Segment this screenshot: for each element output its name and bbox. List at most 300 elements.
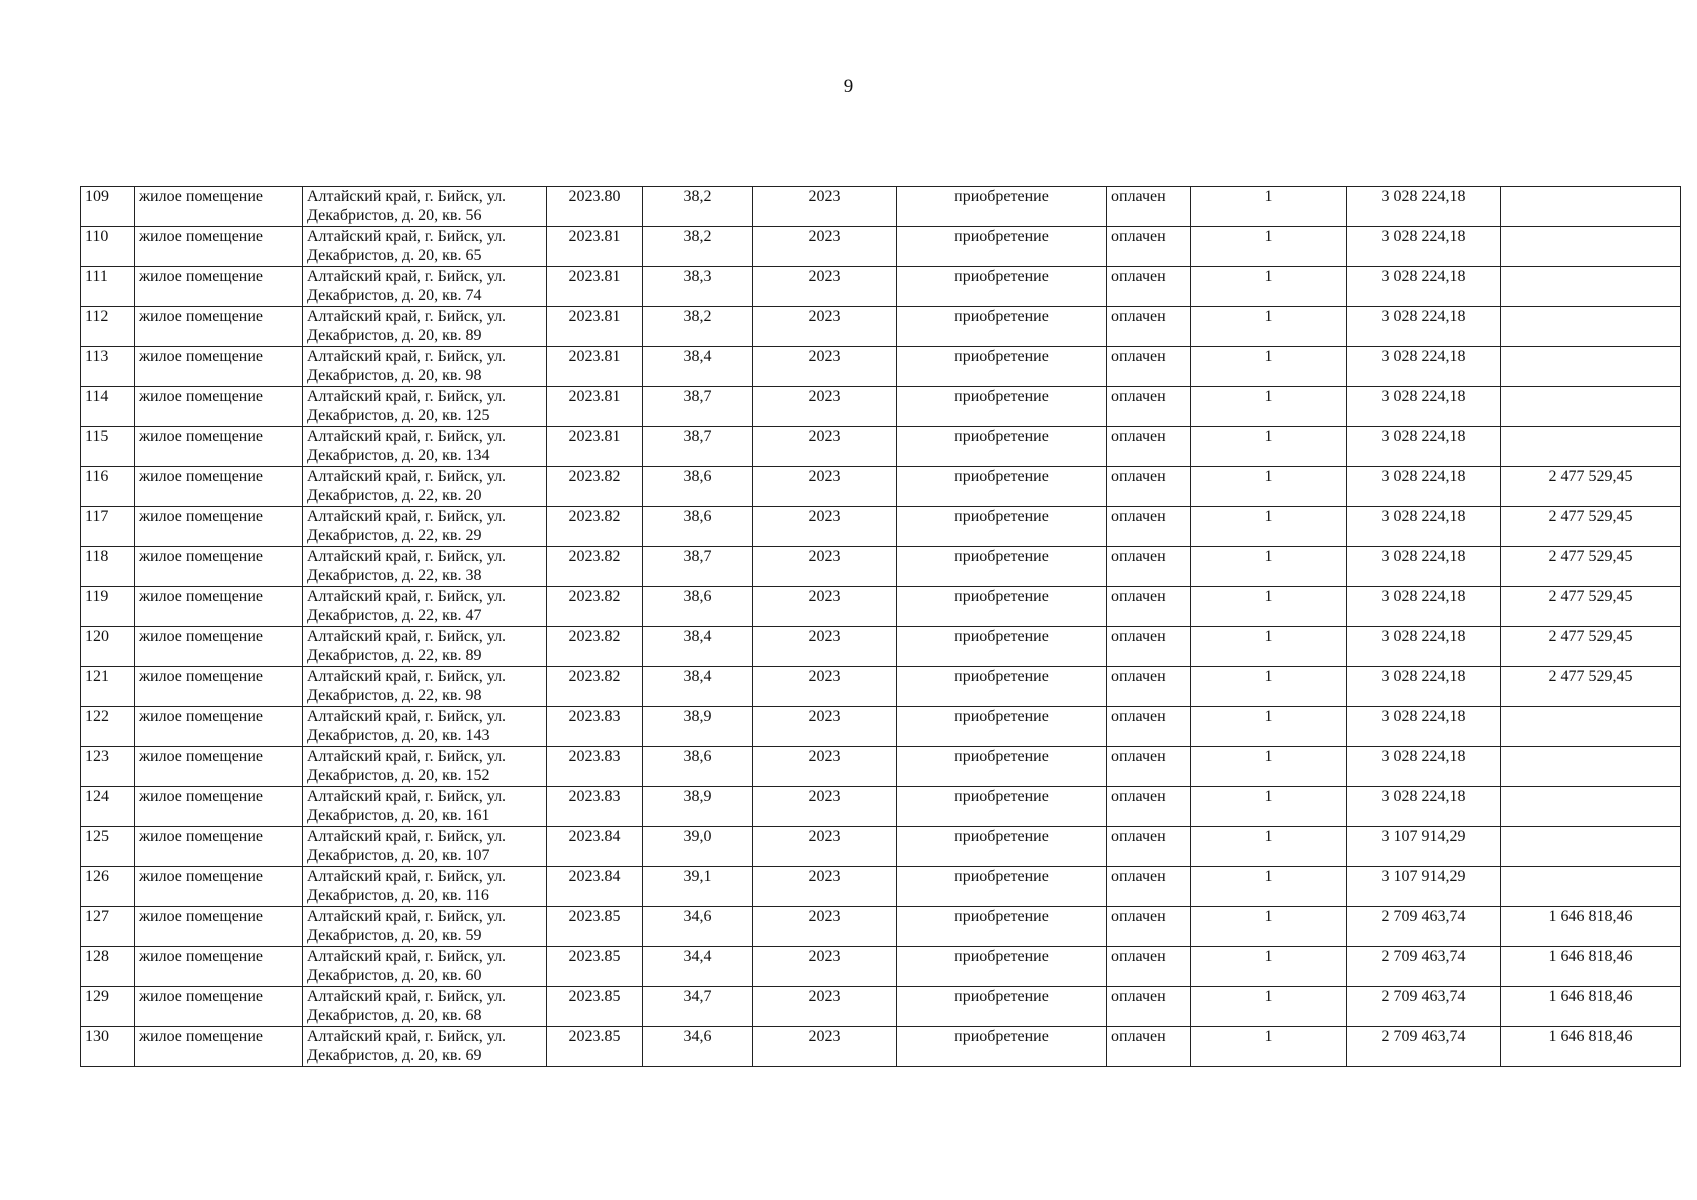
code-cell: 2023.82 <box>547 587 643 627</box>
address-line-2: Декабристов, д. 20, кв. 69 <box>307 1047 482 1064</box>
quantity-cell: 1 <box>1191 467 1347 507</box>
extra-amount-cell <box>1501 787 1681 827</box>
address-line-1: Алтайский край, г. Бийск, ул. <box>307 428 507 445</box>
quantity-cell: 1 <box>1191 187 1347 227</box>
table-row <box>81 667 1681 707</box>
premises-type-cell: жилое помещение <box>135 307 303 347</box>
status-cell: оплачен <box>1107 387 1191 427</box>
property-registry-table <box>80 186 1681 1067</box>
quantity-cell: 1 <box>1191 347 1347 387</box>
code-cell: 2023.82 <box>547 627 643 667</box>
address-line-1: Алтайский край, г. Бийск, ул. <box>307 628 507 645</box>
quantity-cell: 1 <box>1191 627 1347 667</box>
address-cell <box>303 667 547 707</box>
code-cell: 2023.83 <box>547 707 643 747</box>
extra-amount-cell <box>1501 827 1681 867</box>
premises-type-cell: жилое помещение <box>135 827 303 867</box>
operation-cell: приобретение <box>897 867 1107 907</box>
row-number-cell: 115 <box>81 427 135 467</box>
price-cell: 3 028 224,18 <box>1347 627 1501 667</box>
code-cell: 2023.81 <box>547 347 643 387</box>
area-cell: 38,2 <box>643 307 753 347</box>
row-number-cell: 111 <box>81 267 135 307</box>
address-line-1: Алтайский край, г. Бийск, ул. <box>307 348 507 365</box>
table-row <box>81 387 1681 427</box>
address-line-1: Алтайский край, г. Бийск, ул. <box>307 468 507 485</box>
operation-cell: приобретение <box>897 947 1107 987</box>
address-cell <box>303 307 547 347</box>
area-cell: 38,2 <box>643 187 753 227</box>
address-line-2: Декабристов, д. 20, кв. 60 <box>307 967 482 984</box>
status-cell: оплачен <box>1107 307 1191 347</box>
address-cell <box>303 787 547 827</box>
address-line-2: Декабристов, д. 20, кв. 152 <box>307 767 490 784</box>
area-cell: 38,6 <box>643 587 753 627</box>
code-cell: 2023.83 <box>547 747 643 787</box>
operation-cell: приобретение <box>897 827 1107 867</box>
status-cell: оплачен <box>1107 347 1191 387</box>
address-cell <box>303 427 547 467</box>
code-cell: 2023.85 <box>547 987 643 1027</box>
table-row <box>81 947 1681 987</box>
table-row <box>81 627 1681 667</box>
code-cell: 2023.82 <box>547 667 643 707</box>
area-cell: 39,0 <box>643 827 753 867</box>
year-cell: 2023 <box>753 267 897 307</box>
row-number-cell: 113 <box>81 347 135 387</box>
quantity-cell: 1 <box>1191 867 1347 907</box>
row-number-cell: 117 <box>81 507 135 547</box>
table-row <box>81 1027 1681 1067</box>
operation-cell: приобретение <box>897 1027 1107 1067</box>
premises-type-cell: жилое помещение <box>135 667 303 707</box>
premises-type-cell: жилое помещение <box>135 427 303 467</box>
address-line-2: Декабристов, д. 20, кв. 134 <box>307 447 490 464</box>
area-cell: 38,2 <box>643 227 753 267</box>
premises-type-cell: жилое помещение <box>135 907 303 947</box>
address-cell <box>303 267 547 307</box>
row-number-cell: 109 <box>81 187 135 227</box>
code-cell: 2023.81 <box>547 427 643 467</box>
address-cell <box>303 827 547 867</box>
page-number: 9 <box>843 76 854 97</box>
status-cell: оплачен <box>1107 1027 1191 1067</box>
address-line-2: Декабристов, д. 22, кв. 98 <box>307 687 482 704</box>
address-line-2: Декабристов, д. 20, кв. 65 <box>307 247 482 264</box>
price-cell: 2 709 463,74 <box>1347 1027 1501 1067</box>
address-line-1: Алтайский край, г. Бийск, ул. <box>307 988 507 1005</box>
row-number-cell: 110 <box>81 227 135 267</box>
status-cell: оплачен <box>1107 827 1191 867</box>
address-cell <box>303 627 547 667</box>
status-cell: оплачен <box>1107 787 1191 827</box>
premises-type-cell: жилое помещение <box>135 387 303 427</box>
status-cell: оплачен <box>1107 427 1191 467</box>
extra-amount-cell <box>1501 347 1681 387</box>
address-cell <box>303 1027 547 1067</box>
quantity-cell: 1 <box>1191 827 1347 867</box>
status-cell: оплачен <box>1107 507 1191 547</box>
year-cell: 2023 <box>753 467 897 507</box>
table-row <box>81 907 1681 947</box>
year-cell: 2023 <box>753 947 897 987</box>
table-row <box>81 827 1681 867</box>
year-cell: 2023 <box>753 1027 897 1067</box>
premises-type-cell: жилое помещение <box>135 187 303 227</box>
quantity-cell: 1 <box>1191 227 1347 267</box>
row-number-cell: 127 <box>81 907 135 947</box>
table-row <box>81 987 1681 1027</box>
premises-type-cell: жилое помещение <box>135 787 303 827</box>
premises-type-cell: жилое помещение <box>135 1027 303 1067</box>
premises-type-cell: жилое помещение <box>135 987 303 1027</box>
table-row <box>81 347 1681 387</box>
price-cell: 3 028 224,18 <box>1347 187 1501 227</box>
status-cell: оплачен <box>1107 267 1191 307</box>
row-number-cell: 122 <box>81 707 135 747</box>
price-cell: 3 028 224,18 <box>1347 307 1501 347</box>
address-line-2: Декабристов, д. 20, кв. 68 <box>307 1007 482 1024</box>
address-line-2: Декабристов, д. 20, кв. 125 <box>307 407 490 424</box>
operation-cell: приобретение <box>897 427 1107 467</box>
code-cell: 2023.85 <box>547 947 643 987</box>
quantity-cell: 1 <box>1191 1027 1347 1067</box>
address-line-1: Алтайский край, г. Бийск, ул. <box>307 228 507 245</box>
quantity-cell: 1 <box>1191 387 1347 427</box>
address-line-2: Декабристов, д. 20, кв. 116 <box>307 887 489 904</box>
quantity-cell: 1 <box>1191 267 1347 307</box>
extra-amount-cell <box>1501 227 1681 267</box>
premises-type-cell: жилое помещение <box>135 947 303 987</box>
address-cell <box>303 707 547 747</box>
quantity-cell: 1 <box>1191 587 1347 627</box>
extra-amount-cell <box>1501 307 1681 347</box>
table-row <box>81 547 1681 587</box>
address-line-2: Декабристов, д. 22, кв. 89 <box>307 647 482 664</box>
address-line-2: Декабристов, д. 20, кв. 143 <box>307 727 490 744</box>
extra-amount-cell <box>1501 387 1681 427</box>
status-cell: оплачен <box>1107 867 1191 907</box>
table-row <box>81 587 1681 627</box>
address-line-2: Декабристов, д. 20, кв. 56 <box>307 207 482 224</box>
area-cell: 38,9 <box>643 787 753 827</box>
area-cell: 34,7 <box>643 987 753 1027</box>
address-line-1: Алтайский край, г. Бийск, ул. <box>307 828 507 845</box>
price-cell: 2 709 463,74 <box>1347 987 1501 1027</box>
area-cell: 38,9 <box>643 707 753 747</box>
row-number-cell: 130 <box>81 1027 135 1067</box>
quantity-cell: 1 <box>1191 987 1347 1027</box>
row-number-cell: 120 <box>81 627 135 667</box>
price-cell: 3 028 224,18 <box>1347 667 1501 707</box>
table-row <box>81 187 1681 227</box>
price-cell: 3 028 224,18 <box>1347 747 1501 787</box>
extra-amount-cell <box>1501 747 1681 787</box>
row-number-cell: 123 <box>81 747 135 787</box>
table-row <box>81 707 1681 747</box>
price-cell: 3 028 224,18 <box>1347 467 1501 507</box>
address-line-1: Алтайский край, г. Бийск, ул. <box>307 188 507 205</box>
code-cell: 2023.82 <box>547 467 643 507</box>
extra-amount-cell: 2 477 529,45 <box>1501 507 1681 547</box>
code-cell: 2023.85 <box>547 907 643 947</box>
price-cell: 3 028 224,18 <box>1347 787 1501 827</box>
address-cell <box>303 747 547 787</box>
status-cell: оплачен <box>1107 467 1191 507</box>
operation-cell: приобретение <box>897 907 1107 947</box>
area-cell: 38,6 <box>643 467 753 507</box>
area-cell: 34,4 <box>643 947 753 987</box>
status-cell: оплачен <box>1107 947 1191 987</box>
address-line-1: Алтайский край, г. Бийск, ул. <box>307 708 507 725</box>
address-line-2: Декабристов, д. 20, кв. 59 <box>307 927 482 944</box>
operation-cell: приобретение <box>897 307 1107 347</box>
area-cell: 39,1 <box>643 867 753 907</box>
quantity-cell: 1 <box>1191 507 1347 547</box>
row-number-cell: 119 <box>81 587 135 627</box>
year-cell: 2023 <box>753 867 897 907</box>
row-number-cell: 112 <box>81 307 135 347</box>
area-cell: 38,7 <box>643 387 753 427</box>
extra-amount-cell: 1 646 818,46 <box>1501 1027 1681 1067</box>
code-cell: 2023.82 <box>547 547 643 587</box>
address-cell <box>303 547 547 587</box>
area-cell: 38,4 <box>643 667 753 707</box>
code-cell: 2023.83 <box>547 787 643 827</box>
address-cell <box>303 867 547 907</box>
address-cell <box>303 947 547 987</box>
year-cell: 2023 <box>753 507 897 547</box>
quantity-cell: 1 <box>1191 667 1347 707</box>
operation-cell: приобретение <box>897 347 1107 387</box>
table-row <box>81 787 1681 827</box>
table-row <box>81 427 1681 467</box>
status-cell: оплачен <box>1107 707 1191 747</box>
extra-amount-cell <box>1501 427 1681 467</box>
address-cell <box>303 227 547 267</box>
premises-type-cell: жилое помещение <box>135 547 303 587</box>
price-cell: 3 028 224,18 <box>1347 427 1501 467</box>
price-cell: 3 028 224,18 <box>1347 347 1501 387</box>
operation-cell: приобретение <box>897 667 1107 707</box>
price-cell: 3 028 224,18 <box>1347 507 1501 547</box>
status-cell: оплачен <box>1107 547 1191 587</box>
code-cell: 2023.81 <box>547 267 643 307</box>
year-cell: 2023 <box>753 747 897 787</box>
operation-cell: приобретение <box>897 787 1107 827</box>
premises-type-cell: жилое помещение <box>135 707 303 747</box>
status-cell: оплачен <box>1107 227 1191 267</box>
row-number-cell: 114 <box>81 387 135 427</box>
extra-amount-cell: 2 477 529,45 <box>1501 467 1681 507</box>
year-cell: 2023 <box>753 627 897 667</box>
year-cell: 2023 <box>753 347 897 387</box>
quantity-cell: 1 <box>1191 787 1347 827</box>
operation-cell: приобретение <box>897 987 1107 1027</box>
extra-amount-cell: 1 646 818,46 <box>1501 987 1681 1027</box>
year-cell: 2023 <box>753 707 897 747</box>
row-number-cell: 126 <box>81 867 135 907</box>
extra-amount-cell: 1 646 818,46 <box>1501 947 1681 987</box>
premises-type-cell: жилое помещение <box>135 227 303 267</box>
year-cell: 2023 <box>753 547 897 587</box>
table-row <box>81 867 1681 907</box>
address-line-1: Алтайский край, г. Бийск, ул. <box>307 548 507 565</box>
address-cell <box>303 467 547 507</box>
year-cell: 2023 <box>753 187 897 227</box>
operation-cell: приобретение <box>897 227 1107 267</box>
area-cell: 38,7 <box>643 547 753 587</box>
extra-amount-cell <box>1501 187 1681 227</box>
operation-cell: приобретение <box>897 627 1107 667</box>
price-cell: 3 028 224,18 <box>1347 267 1501 307</box>
area-cell: 38,6 <box>643 507 753 547</box>
year-cell: 2023 <box>753 907 897 947</box>
premises-type-cell: жилое помещение <box>135 747 303 787</box>
row-number-cell: 116 <box>81 467 135 507</box>
extra-amount-cell: 2 477 529,45 <box>1501 667 1681 707</box>
year-cell: 2023 <box>753 307 897 347</box>
price-cell: 3 107 914,29 <box>1347 867 1501 907</box>
address-cell <box>303 587 547 627</box>
year-cell: 2023 <box>753 667 897 707</box>
code-cell: 2023.81 <box>547 227 643 267</box>
premises-type-cell: жилое помещение <box>135 627 303 667</box>
row-number-cell: 128 <box>81 947 135 987</box>
premises-type-cell: жилое помещение <box>135 587 303 627</box>
address-line-1: Алтайский край, г. Бийск, ул. <box>307 668 507 685</box>
status-cell: оплачен <box>1107 187 1191 227</box>
address-line-2: Декабристов, д. 20, кв. 98 <box>307 367 482 384</box>
price-cell: 2 709 463,74 <box>1347 907 1501 947</box>
extra-amount-cell <box>1501 867 1681 907</box>
operation-cell: приобретение <box>897 547 1107 587</box>
quantity-cell: 1 <box>1191 707 1347 747</box>
address-cell <box>303 987 547 1027</box>
table-row <box>81 307 1681 347</box>
quantity-cell: 1 <box>1191 907 1347 947</box>
year-cell: 2023 <box>753 227 897 267</box>
address-line-1: Алтайский край, г. Бийск, ул. <box>307 908 507 925</box>
address-line-2: Декабристов, д. 20, кв. 74 <box>307 287 482 304</box>
area-cell: 38,3 <box>643 267 753 307</box>
extra-amount-cell <box>1501 707 1681 747</box>
year-cell: 2023 <box>753 787 897 827</box>
row-number-cell: 118 <box>81 547 135 587</box>
address-line-2: Декабристов, д. 20, кв. 107 <box>307 847 490 864</box>
premises-type-cell: жилое помещение <box>135 867 303 907</box>
address-cell <box>303 507 547 547</box>
status-cell: оплачен <box>1107 627 1191 667</box>
address-line-1: Алтайский край, г. Бийск, ул. <box>307 508 507 525</box>
status-cell: оплачен <box>1107 987 1191 1027</box>
status-cell: оплачен <box>1107 907 1191 947</box>
row-number-cell: 125 <box>81 827 135 867</box>
row-number-cell: 121 <box>81 667 135 707</box>
code-cell: 2023.84 <box>547 827 643 867</box>
quantity-cell: 1 <box>1191 547 1347 587</box>
operation-cell: приобретение <box>897 187 1107 227</box>
status-cell: оплачен <box>1107 667 1191 707</box>
quantity-cell: 1 <box>1191 747 1347 787</box>
code-cell: 2023.80 <box>547 187 643 227</box>
extra-amount-cell: 2 477 529,45 <box>1501 587 1681 627</box>
quantity-cell: 1 <box>1191 427 1347 467</box>
address-line-1: Алтайский край, г. Бийск, ул. <box>307 1028 507 1045</box>
row-number-cell: 129 <box>81 987 135 1027</box>
premises-type-cell: жилое помещение <box>135 507 303 547</box>
year-cell: 2023 <box>753 827 897 867</box>
address-cell <box>303 907 547 947</box>
operation-cell: приобретение <box>897 587 1107 627</box>
row-number-cell: 124 <box>81 787 135 827</box>
area-cell: 38,7 <box>643 427 753 467</box>
year-cell: 2023 <box>753 427 897 467</box>
year-cell: 2023 <box>753 987 897 1027</box>
address-line-2: Декабристов, д. 22, кв. 29 <box>307 527 482 544</box>
address-line-2: Декабристов, д. 22, кв. 20 <box>307 487 482 504</box>
area-cell: 38,4 <box>643 627 753 667</box>
premises-type-cell: жилое помещение <box>135 347 303 387</box>
code-cell: 2023.84 <box>547 867 643 907</box>
quantity-cell: 1 <box>1191 947 1347 987</box>
table-row <box>81 467 1681 507</box>
code-cell: 2023.85 <box>547 1027 643 1067</box>
price-cell: 3 028 224,18 <box>1347 587 1501 627</box>
price-cell: 2 709 463,74 <box>1347 947 1501 987</box>
table-row <box>81 227 1681 267</box>
operation-cell: приобретение <box>897 467 1107 507</box>
operation-cell: приобретение <box>897 387 1107 427</box>
address-cell <box>303 347 547 387</box>
address-cell <box>303 387 547 427</box>
extra-amount-cell <box>1501 267 1681 307</box>
address-line-1: Алтайский край, г. Бийск, ул. <box>307 308 507 325</box>
code-cell: 2023.81 <box>547 387 643 427</box>
extra-amount-cell: 1 646 818,46 <box>1501 907 1681 947</box>
price-cell: 3 028 224,18 <box>1347 547 1501 587</box>
status-cell: оплачен <box>1107 587 1191 627</box>
operation-cell: приобретение <box>897 747 1107 787</box>
operation-cell: приобретение <box>897 507 1107 547</box>
address-line-2: Декабристов, д. 22, кв. 38 <box>307 567 482 584</box>
price-cell: 3 028 224,18 <box>1347 387 1501 427</box>
table-body <box>81 187 1681 1067</box>
area-cell: 38,6 <box>643 747 753 787</box>
code-cell: 2023.81 <box>547 307 643 347</box>
address-line-2: Декабристов, д. 20, кв. 89 <box>307 327 482 344</box>
address-line-2: Декабристов, д. 22, кв. 47 <box>307 607 482 624</box>
area-cell: 34,6 <box>643 907 753 947</box>
operation-cell: приобретение <box>897 707 1107 747</box>
year-cell: 2023 <box>753 387 897 427</box>
address-line-2: Декабристов, д. 20, кв. 161 <box>307 807 490 824</box>
address-line-1: Алтайский край, г. Бийск, ул. <box>307 588 507 605</box>
year-cell: 2023 <box>753 587 897 627</box>
address-cell <box>303 187 547 227</box>
code-cell: 2023.82 <box>547 507 643 547</box>
price-cell: 3 028 224,18 <box>1347 227 1501 267</box>
table-row <box>81 507 1681 547</box>
area-cell: 34,6 <box>643 1027 753 1067</box>
area-cell: 38,4 <box>643 347 753 387</box>
address-line-1: Алтайский край, г. Бийск, ул. <box>307 268 507 285</box>
address-line-1: Алтайский край, г. Бийск, ул. <box>307 868 507 885</box>
operation-cell: приобретение <box>897 267 1107 307</box>
address-line-1: Алтайский край, г. Бийск, ул. <box>307 788 507 805</box>
premises-type-cell: жилое помещение <box>135 467 303 507</box>
address-line-1: Алтайский край, г. Бийск, ул. <box>307 388 507 405</box>
